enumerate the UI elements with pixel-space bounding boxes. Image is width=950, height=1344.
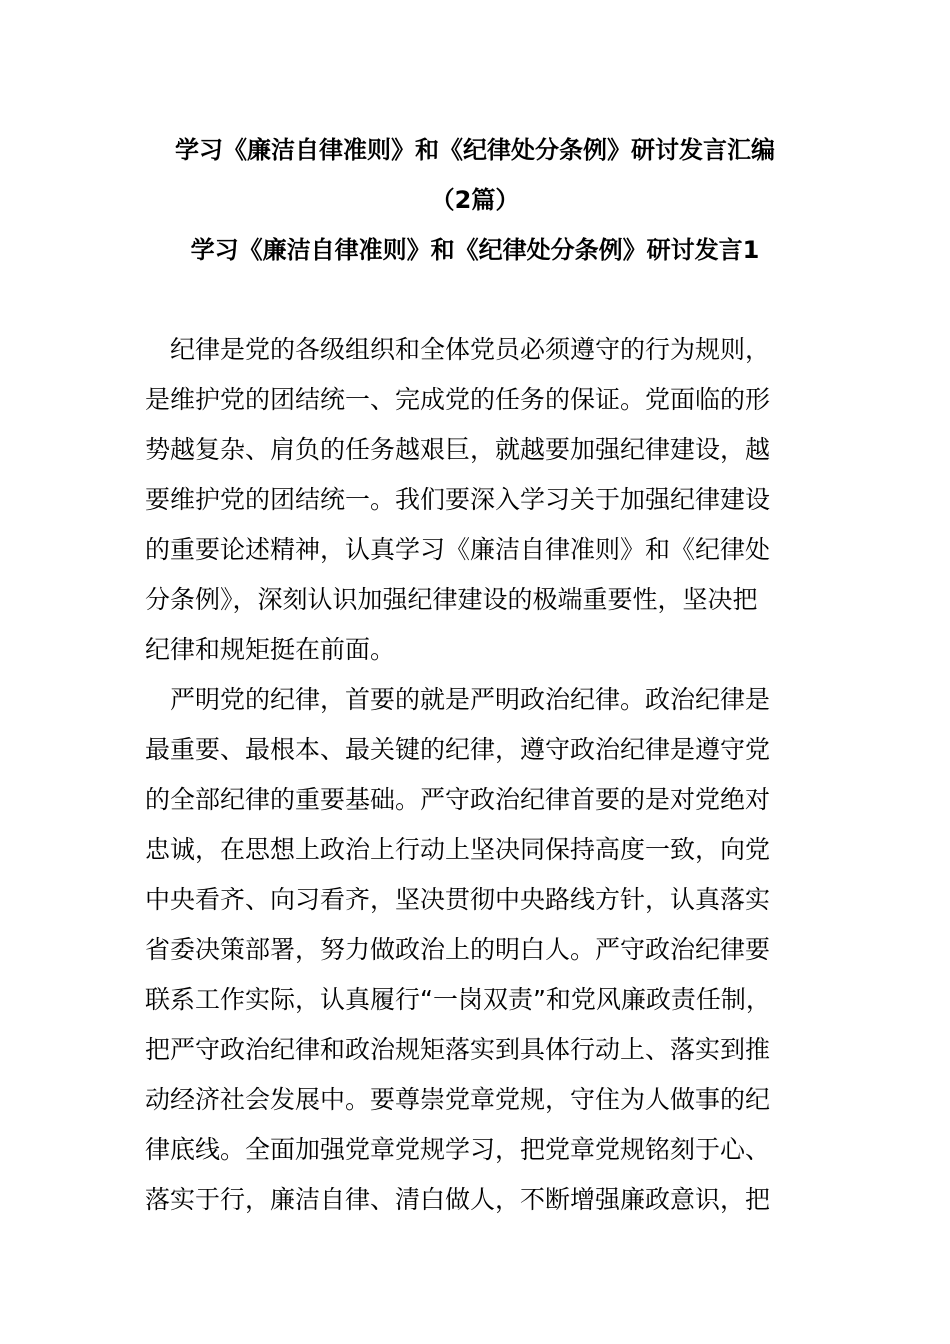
body-text-line: 纪律和规矩挺在前面。 xyxy=(145,635,396,664)
body-text-line: 势越复杂、肩负的任务越艰巨，就越要加强纪律建设，越 xyxy=(145,435,771,464)
body-text-line: 动经济社会发展中。要尊崇党章党规，守住为人做事的纪 xyxy=(145,1085,771,1114)
body-text-line: 严明党的纪律，首要的就是严明政治纪律。政治纪律是 xyxy=(145,685,771,714)
body-text-line: 的全部纪律的重要基础。严守政治纪律首要的是对党绝对 xyxy=(145,785,771,814)
body-text-line: 落实于行，廉洁自律、清白做人，不断增强廉政意识，把 xyxy=(145,1185,771,1214)
body-text-line: 律底线。全面加强党章党规学习，把党章党规铭刻于心、 xyxy=(145,1135,771,1164)
body-text-line: 要维护党的团结统一。我们要深入学习关于加强纪律建设 xyxy=(145,485,771,514)
document-title: 学习《廉洁自律准则》和《纪律处分条例》研讨发言汇编 xyxy=(175,136,775,164)
body-text-line: 联系工作实际，认真履行“一岗双责”和党风廉政责任制， xyxy=(145,985,771,1014)
body-text-line: 忠诚，在思想上政治上行动上坚决同保持高度一致，向党 xyxy=(145,835,771,864)
body-text-line: 是维护党的团结统一、完成党的任务的保证。党面临的形 xyxy=(145,385,771,414)
body-text-line: 中央看齐、向习看齐，坚决贯彻中央路线方针，认真落实 xyxy=(145,885,771,914)
body-text-line: 的重要论述精神，认真学习《廉洁自律准则》和《纪律处 xyxy=(145,535,771,564)
body-text-line: 省委决策部署，努力做政治上的明白人。严守政治纪律要 xyxy=(145,935,771,964)
body-text-line: 纪律是党的各级组织和全体党员必须遵守的行为规则， xyxy=(145,335,771,364)
body-text-line: 最重要、最根本、最关键的纪律，遵守政治纪律是遵守党 xyxy=(145,735,771,764)
body-text-line: 分条例》，深刻认识加强纪律建设的极端重要性，坚决把 xyxy=(145,585,758,614)
document-title-count: （2篇） xyxy=(430,186,520,214)
body-text-line: 把严守政治纪律和政治规矩落实到具体行动上、落实到推 xyxy=(145,1035,771,1064)
section-heading: 学习《廉洁自律准则》和《纪律处分条例》研讨发言1 xyxy=(190,236,760,264)
